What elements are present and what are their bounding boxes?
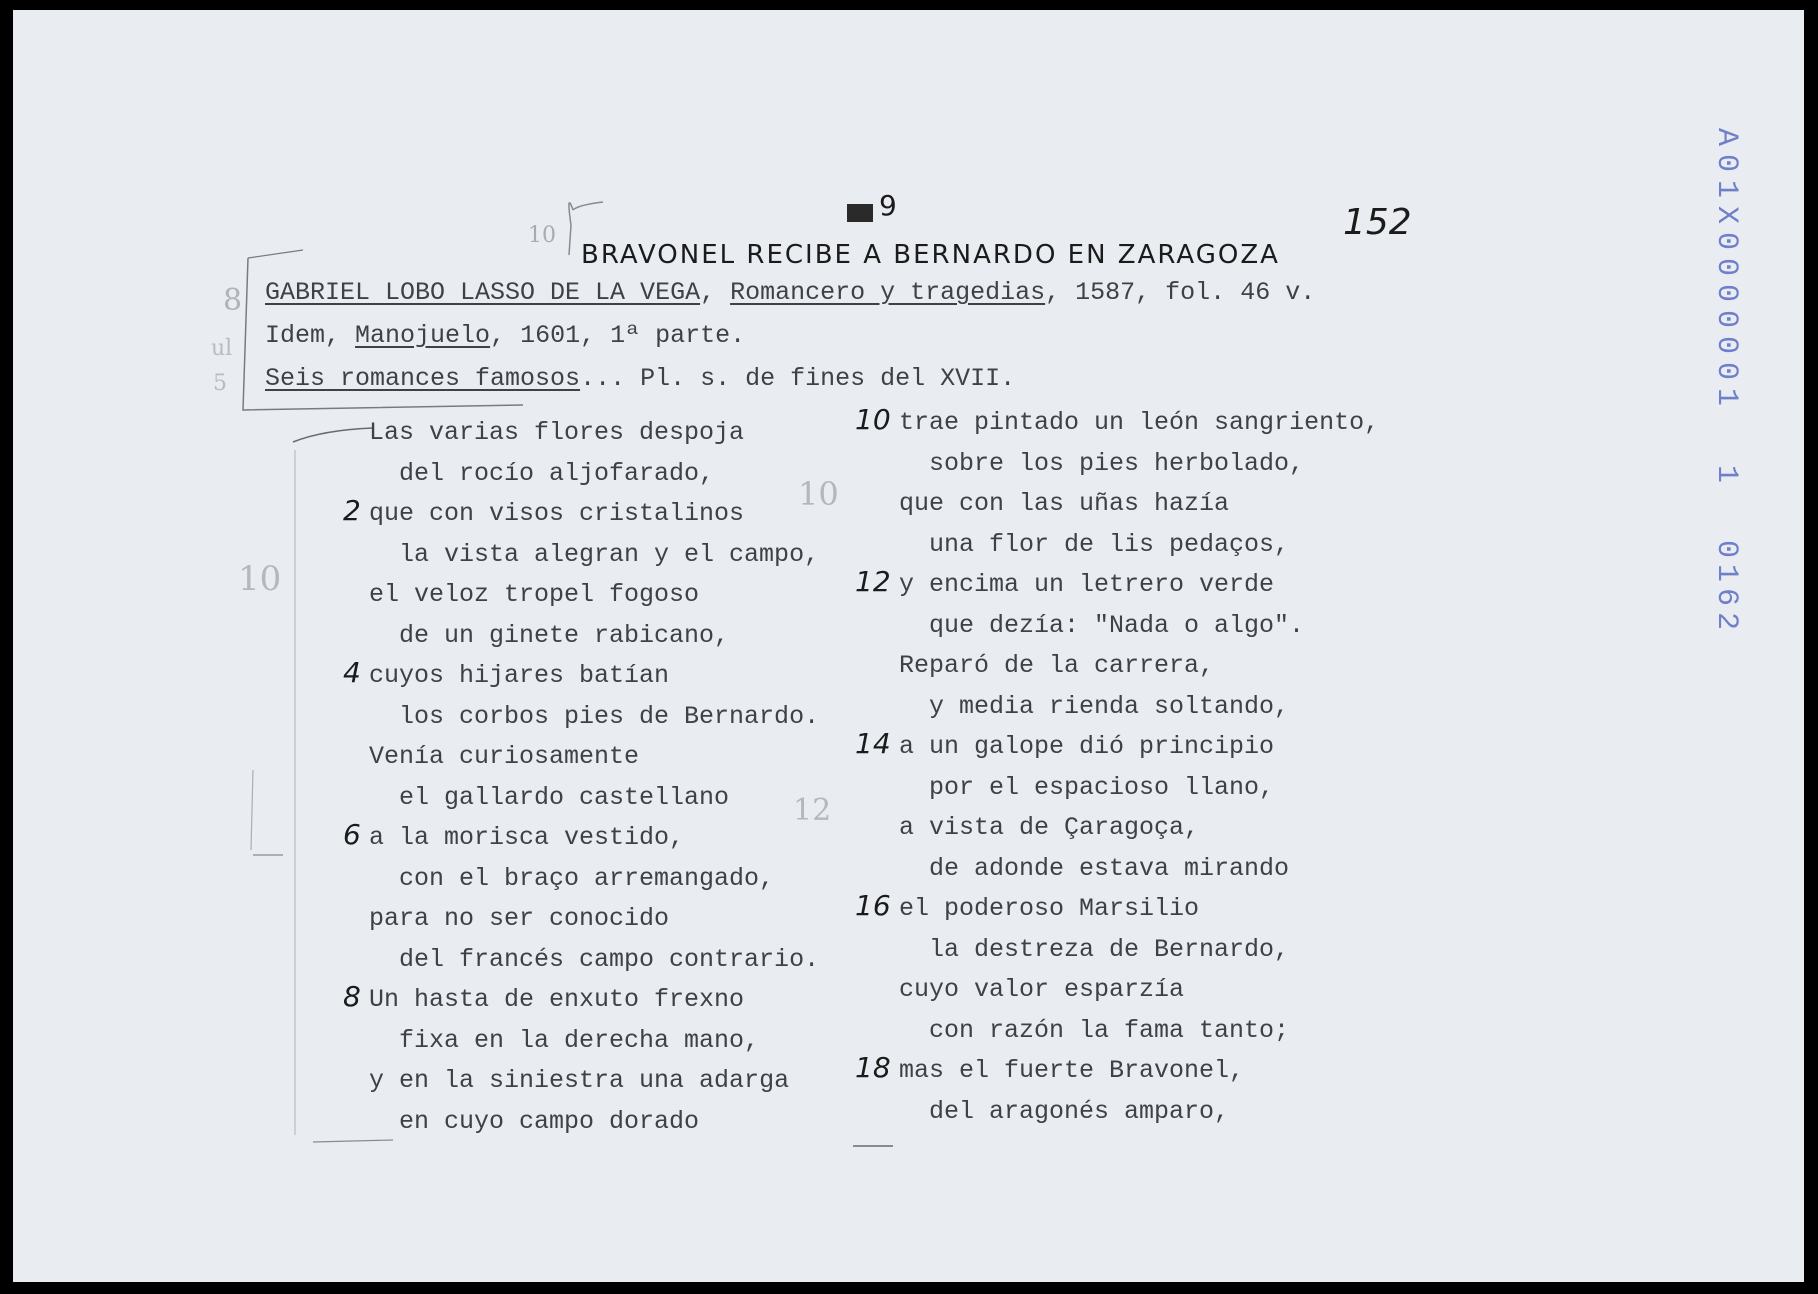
verse-line: Venía curiosamente — [369, 742, 640, 771]
verse-line: del aragonés amparo, — [929, 1096, 1230, 1126]
verse-number: 4 — [343, 656, 361, 689]
source-line — [265, 323, 745, 348]
svg-text:12: 12 — [793, 793, 832, 828]
verse-line: y media rienda soltando, — [929, 691, 1290, 721]
svg-text:10: 10 — [798, 475, 839, 513]
archive-stamp-code: A01X0000001 — [1709, 128, 1743, 415]
verse-line: sobre los pies herbolado, — [929, 448, 1305, 478]
source-work: Seis romances famosos — [265, 364, 581, 393]
verse-line: de un ginete rabicano, — [399, 620, 730, 650]
verse-number: 2 — [343, 494, 361, 527]
poem-title: BRAVONEL RECIBE A BERNARDO EN ZARAGOZA — [581, 240, 1280, 270]
verse-line: del rocío aljofarado, — [399, 458, 715, 488]
source-author: GABRIEL LOBO LASSO DE LA VEGA — [265, 278, 701, 307]
verse-line: a la morisca vestido, — [369, 823, 685, 852]
verse-line: que con las uñas hazía — [899, 489, 1230, 518]
verse-line: mas el fuerte Bravonel, — [899, 1056, 1245, 1085]
source-line — [265, 366, 1015, 391]
source-work: Romancero y tragedias — [730, 278, 1046, 307]
verse-number: 6 — [343, 818, 361, 851]
verse-line: Un hasta de enxuto frexno — [369, 985, 745, 1014]
svg-text:8: 8 — [223, 283, 243, 318]
verse-line: que con visos cristalinos — [369, 499, 745, 528]
source-author: Idem — [265, 321, 326, 350]
verse-line: por el espacioso llano, — [929, 772, 1275, 802]
verse-line: cuyos hijares batían — [369, 661, 670, 690]
verse-number: 10 — [855, 403, 891, 436]
document-page — [13, 10, 1804, 1282]
verse-line: a vista de Çaragoça, — [899, 813, 1200, 842]
verse-line: Las varias flores despoja — [369, 418, 745, 447]
verse-line: el poderoso Marsilio — [899, 894, 1200, 923]
source-details: ... Pl. s. de fines del XVII. — [580, 364, 1016, 393]
archive-stamp-mark: 1 — [1709, 465, 1743, 490]
verse-line: para no ser conocido — [369, 904, 670, 933]
verse-number: 12 — [855, 565, 891, 598]
verse-line: la vista alegran y el campo, — [399, 539, 820, 569]
verse-number: 8 — [343, 980, 361, 1013]
verse-line: del francés campo contrario. — [399, 944, 820, 974]
pencil-marks — [13, 10, 1804, 1282]
verse-line: a un galope dió principio — [899, 732, 1275, 761]
source-details: , 1601, 1ª parte. — [490, 321, 746, 350]
source-work: Manojuelo — [355, 321, 491, 350]
archive-stamp-number: 0162 — [1709, 540, 1743, 637]
verse-line: una flor de lis pedaços, — [929, 529, 1290, 559]
source-details: , 1587, fol. 46 v. — [1045, 278, 1316, 307]
source-separator: , — [325, 321, 356, 350]
svg-text:10: 10 — [528, 223, 556, 248]
verse-line: de adonde estava mirando — [929, 853, 1290, 883]
svg-text:10: 10 — [238, 559, 282, 599]
verse-number: 18 — [855, 1051, 891, 1084]
verse-line: en cuyo campo dorado — [399, 1106, 700, 1136]
verse-line: con razón la fama tanto; — [929, 1015, 1290, 1045]
svg-text:5: 5 — [213, 371, 227, 396]
verse-line: y en la siniestra una adarga — [369, 1066, 790, 1095]
folio-number: 9 — [879, 189, 897, 222]
verse-line: cuyo valor esparzía — [899, 975, 1185, 1004]
svg-text:ul: ul — [211, 336, 233, 361]
verse-line: trae pintado un león sangriento, — [899, 408, 1380, 437]
verse-number: 14 — [855, 727, 891, 760]
page-number: 152 — [1343, 202, 1412, 243]
verse-line: los corbos pies de Bernardo. — [399, 701, 820, 731]
verse-line: fixa en la derecha mano, — [399, 1025, 760, 1055]
verse-number: 16 — [855, 889, 891, 922]
verse-line: el gallardo castellano — [399, 782, 730, 812]
verse-line: con el braço arremangado, — [399, 863, 775, 893]
verse-line: Reparó de la carrera, — [899, 651, 1215, 680]
verse-line: y encima un letrero verde — [899, 570, 1275, 599]
source-separator: , — [700, 278, 731, 307]
verse-line: que dezía: "Nada o algo". — [929, 610, 1305, 640]
verse-line: la destreza de Bernardo, — [929, 934, 1290, 964]
source-line — [265, 280, 1315, 305]
verse-line: el veloz tropel fogoso — [369, 580, 700, 609]
